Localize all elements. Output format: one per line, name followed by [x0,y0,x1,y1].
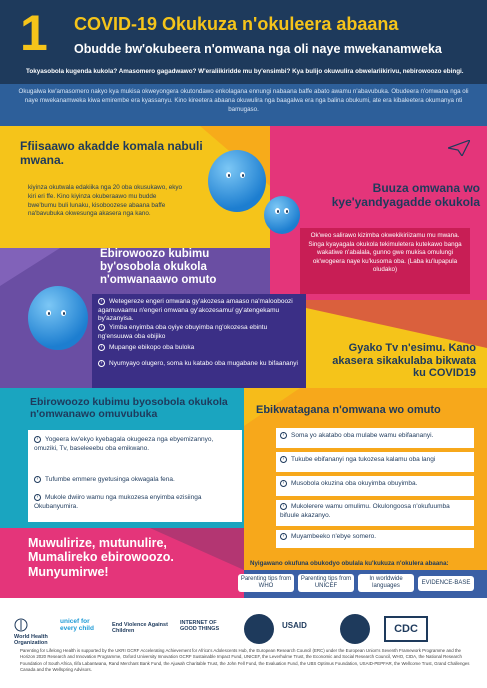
links-heading: Nyigawano okufuna obukodyo obulala ku'kukuza n'okulera abaana: [250,560,449,567]
section1-body: kiyinza okutwala edakiika nga 20 oba okusukawo, ekyo kiri eri ffe. Kino kiyinza okuberaawo mu budde bwe'bumu buli lunaku, kisoboozese abaana baffe na'bavubuka okwesunga akasera nga kano. [28,184,183,218]
character-purple-icon [28,286,88,350]
tip-number: 1 [20,5,48,61]
list-item: › Wetegereze engeri omwana gy'akozesa amaaso na'malooboozi agamuvaamu n'engeri omwana gy'akozesamu/ gy'atengekamu by'azanyisa. [98,298,293,323]
section2-body: Ok'weo salirawo kizimba okwekikiriizamu mu mwana. Singa kyayagala okukola tekimuletera kutekawo banga wakatiwe n'abalala, gunno gwe mukisa omulungi ok'wogeera naye ku'kusoma oba. (Laba ku'lupapula oludako) [300,228,470,294]
link-unicef-tips[interactable]: Parenting tips from UNICEF [298,574,354,592]
accelerate-hub-logo [340,614,370,644]
internet-of-good-things-logo: INTERNET OF GOOD THINGS [180,620,220,633]
link-who-tips[interactable]: Parenting tips from WHO [238,574,294,592]
list-item: › Mukolerere wamu omulimu. Okulongoosa n'okufuumba bifuule akazanyo. [280,503,450,519]
lead-text: Tokyasobola kugenda kukola? Amasomero gagadwawo? W'eraliikiridde mu by'ensimbi? Kya bulijo okuwulira obwelariikirivu, nebirowoozo ebingi. [26,68,464,75]
section6-heading: Ebikwatagana n'omwana wo omuto [256,404,441,416]
section7-heading: Muwulirize, mutunulire, Mumalireko ebirowoozo. Munyumirwe! [28,536,174,579]
footer-credits: Parenting for Lifelong Health is supported by the UKRI GCRF Accelerating Achievement for Africa's Adolescents Hub, the European Research Council (ERC) under the European Union's Seventh Framework Programme and the Horizon 2020 Research and Innovation Programme, Oxford University Innovation GCRF Sustainable Impact Fund, UNICEF, the Leverhulme Trust, the Economic and Social Research Council, WHO, CIDA, the National Research Foundation of South Africa, Ilifa Labantwana, Rand Merchant Bank Fund, the Ajuwah Charitable Trust, the John Fell Fund, the Evaluation Fund, the UBS Optimus Foundation, USAID-PEPFAR, the Wellcome Trust, Grand Challenges Canada and the Wellspring Advisors. [20,648,470,673]
list-item: › Tukube ebifananyi nga tukozesa kalamu oba langi [280,456,470,465]
page-title: COVID-19 Okukuza n'okuleera abaana [74,14,399,34]
section2-heading: Buuza omwana wo kye'yandyagadde okukola [331,181,480,209]
list-item: › Soma yo akatabo oba mulabe wamu ebifaananyi. [280,432,470,441]
who-emblem-icon [14,618,28,632]
character-small-icon [264,196,300,234]
section3-heading: Ebirowoozo kubimu by'osobola okukola n'omwanaawo omuto [100,248,217,287]
list-item: › Mupange ebikopo oba buloka [98,344,298,353]
section5-heading: Ebirowoozo kubimu byosobola okukola n'omwanawo omuvubuka [30,396,228,421]
section4-heading: Gyako Tv n'esimu. Kano akasera sikakulaba bikwata ku COVID19 [332,342,476,380]
unicef-logo: unicef for every child [60,618,94,633]
link-languages[interactable]: In worldwide languages [358,574,414,592]
footer [0,598,487,688]
list-item: › Musobola okuzina oba okuyimba obuyimba. [280,480,470,489]
paper-plane-icon [448,140,470,156]
page-subtitle: Obudde bw'okubeera n'omwana nga oli naye mwekanamweka [74,42,442,56]
link-evidence-base[interactable]: EVIDENCE-BASE [418,576,474,591]
list-item: › Nyumyayo olugero, soma ku katabo oba mugabane ku bifaananyi [98,360,298,369]
list-item: › Yogeera kw'ekyo kyebagala okugeeza nga ebyemizannyo, omuziki, Tv, baseleeebu oba emikwano. [34,436,214,452]
license-note [436,610,480,644]
who-logo: World Health Organization [14,618,50,646]
usaid-logo: USAID [282,621,307,630]
parenting-logo [244,614,274,644]
list-item: › Tufumbe emmere gyetusinga okwagala fena. [34,476,234,485]
list-item: › Mukole dwiiro wamu nga mukozesa enyimba ezisiinga Okubanyumira. [34,494,202,510]
character-big-icon [208,150,266,212]
cdc-logo: CDC [384,616,428,642]
end-violence-logo: End Violence Against Children [112,622,168,635]
list-item: › Yimba enyimba oba oyiye obuyimba ng'okozesa ebintu ng'ensuuwa oba ebijiko [98,324,268,340]
list-item: › Muyambeeko n'ebye somero. [280,533,470,542]
section1-heading: Ffiisaawo akadde komala nabuli mwana. [20,139,203,167]
intro-text: Okugalwa kw'amasomero nakyo kya mukisa okweyongera okutondawo enkolagana ennungi nabaana baffe abato awamu n'abavubuka. Obudeera n'omwana nga oli naye mwekanamweka kiwa emirembe era kyassanyu. Kino kireetera abaana okuwulira nga baagalwa era nga balina obukumi, ate era kibaleetera okumanya nti bamugaso. [0,84,487,126]
